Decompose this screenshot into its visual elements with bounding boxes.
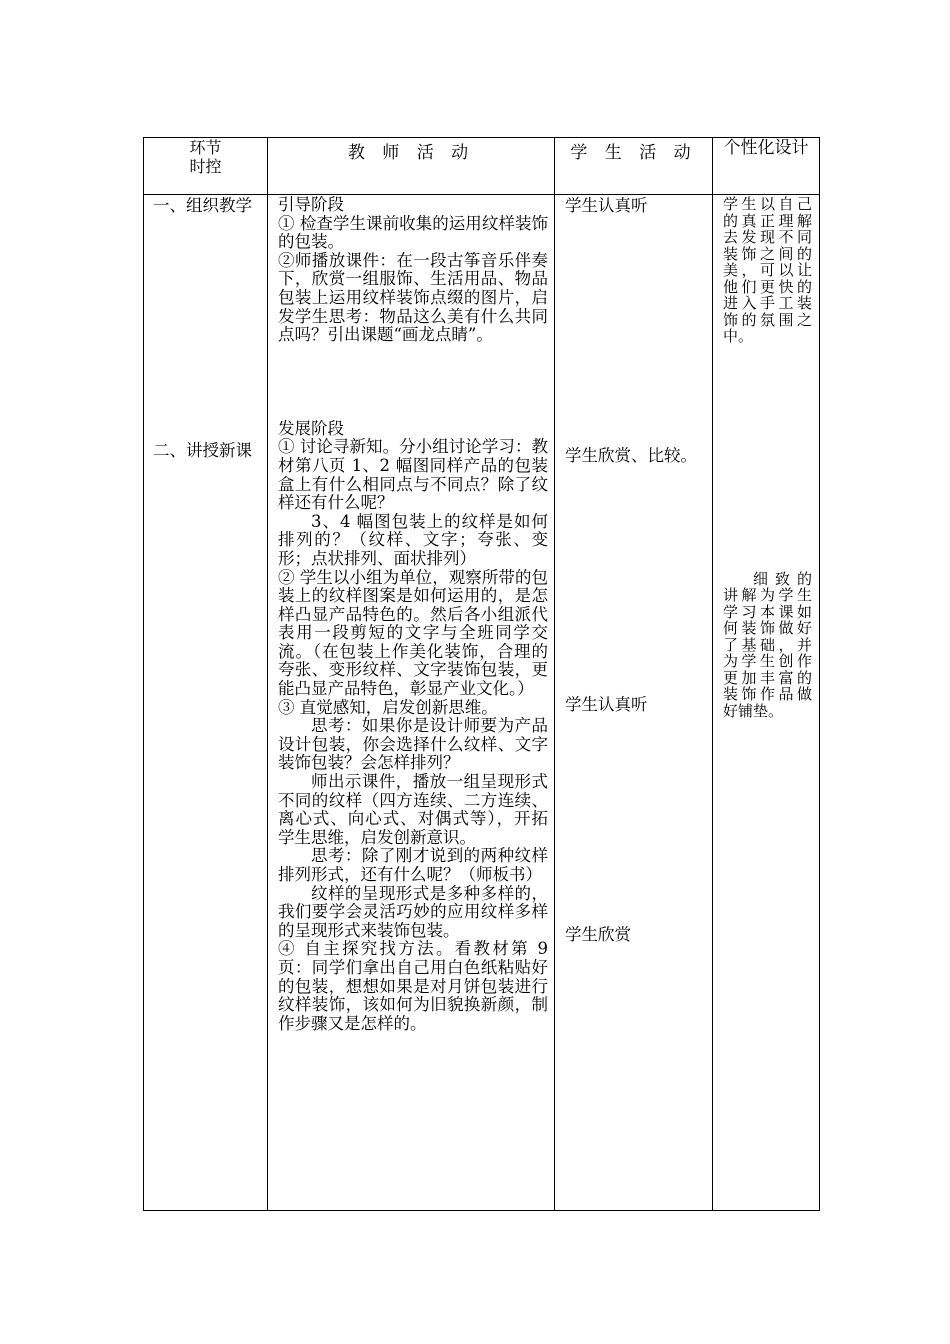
header-individual-design <box>713 138 820 195</box>
content-row <box>144 195 820 1211</box>
header-time-label: 环节 时控 <box>189 138 222 176</box>
header-student-activity: 学 生 活 动 <box>555 138 713 195</box>
student-activity-appreciate: 学生欣赏 <box>565 925 631 944</box>
guide-step-1: ① 检查学生课前收集的运用纹样装饰的包装。 <box>278 213 548 252</box>
guide-step-2: ②师播放课件：在一段古筝音乐伴奏下，欣赏一组服饰、生活用品、物品包装上运用纹样装饰点缀的图片，启发学生思考：物品这么美有什么共同点吗？引出课题“画龙点睛”。 <box>278 250 548 345</box>
develop-step-3d: 纹样的呈现形式是多种多样的，我们要学会灵活巧妙的应用纹样多样的呈现形式来装饰包装。 <box>278 883 548 940</box>
develop-step-3a: 思考：如果你是设计师要为产品设计包装，你会选择什么纹样、文字装饰包装？会怎样排列？ <box>278 716 548 773</box>
student-activity-listen-1: 学生认真听 <box>565 196 648 215</box>
develop-step-1b: 3、4 幅图包装上的纹样是如何排列的？（纹样、文字；夸张、变形；点状排列、面状排列） <box>278 511 548 568</box>
student-activity-cell <box>555 195 713 1211</box>
header-teacher-activity: 教 师 活 动 <box>268 138 555 195</box>
develop-stage-title: 发展阶段 <box>278 418 344 438</box>
lesson-plan-table <box>143 137 820 1211</box>
guide-stage-title: 引导阶段 <box>278 195 344 214</box>
stage-new-lesson: 二、讲授新课 <box>153 441 252 460</box>
student-activity-listen-2: 学生认真听 <box>565 695 648 714</box>
individual-note-2: 细致的讲解为学生学习本课如何装饰做好了基础，并为学生创作更加丰富的装饰作品做好铺垫。 <box>723 569 812 720</box>
develop-step-4: ④ 自主探究找方法。看教材第 9 页：同学们拿出自己用白色纸粘贴好的包装，想想如果是对月饼包装进行纹样装饰，该如何为旧貌换新颜，制作步骤又是怎样的。 <box>278 939 548 1033</box>
develop-step-3b: 师出示课件，播放一组呈现形式不同的纹样（四方连续、二方连续、离心式、向心式、对偶式等），开拓学生思维，启发创新意识。 <box>278 772 548 847</box>
time-control-cell <box>144 195 268 1211</box>
develop-step-2: ② 学生以小组为单位，观察所带的包装上的纹样图案是如何运用的，是怎样凸显产品特色的。然后各小组派代表用一段剪短的文字与全班同学交流。（在包装上作美化装饰，合理的夸张、变形纹样、文字装饰包装，更能凸显产品特色，彰显产业文化。） <box>278 567 548 699</box>
teacher-activity-cell <box>268 195 555 1211</box>
individual-design-cell <box>713 195 820 1211</box>
header-time-control <box>144 138 268 195</box>
develop-step-3: ③ 直觉感知，启发创新思维。 <box>278 697 498 717</box>
develop-step-3c: 思考：除了刚才说到的两种纹样排列形式，还有什么呢？（师板书） <box>278 846 548 884</box>
student-activity-compare: 学生欣赏、比较。 <box>565 446 697 465</box>
header-row <box>144 138 820 195</box>
develop-step-1: ① 讨论寻新知。分小组讨论学习：教材第八页 1、2 幅图同样产品的包装盒上有什么相同点与不同点？除了纹样还有什么呢？ <box>278 437 548 513</box>
stage-organize: 一、组织教学 <box>153 196 252 215</box>
header-individual-label: 个性化设计 <box>723 138 809 158</box>
individual-note-1: 学生以自己的真正理解去发现不同装饰之间的美，可以让他们更快的进入手工装饰的氛围之中。 <box>723 195 812 345</box>
